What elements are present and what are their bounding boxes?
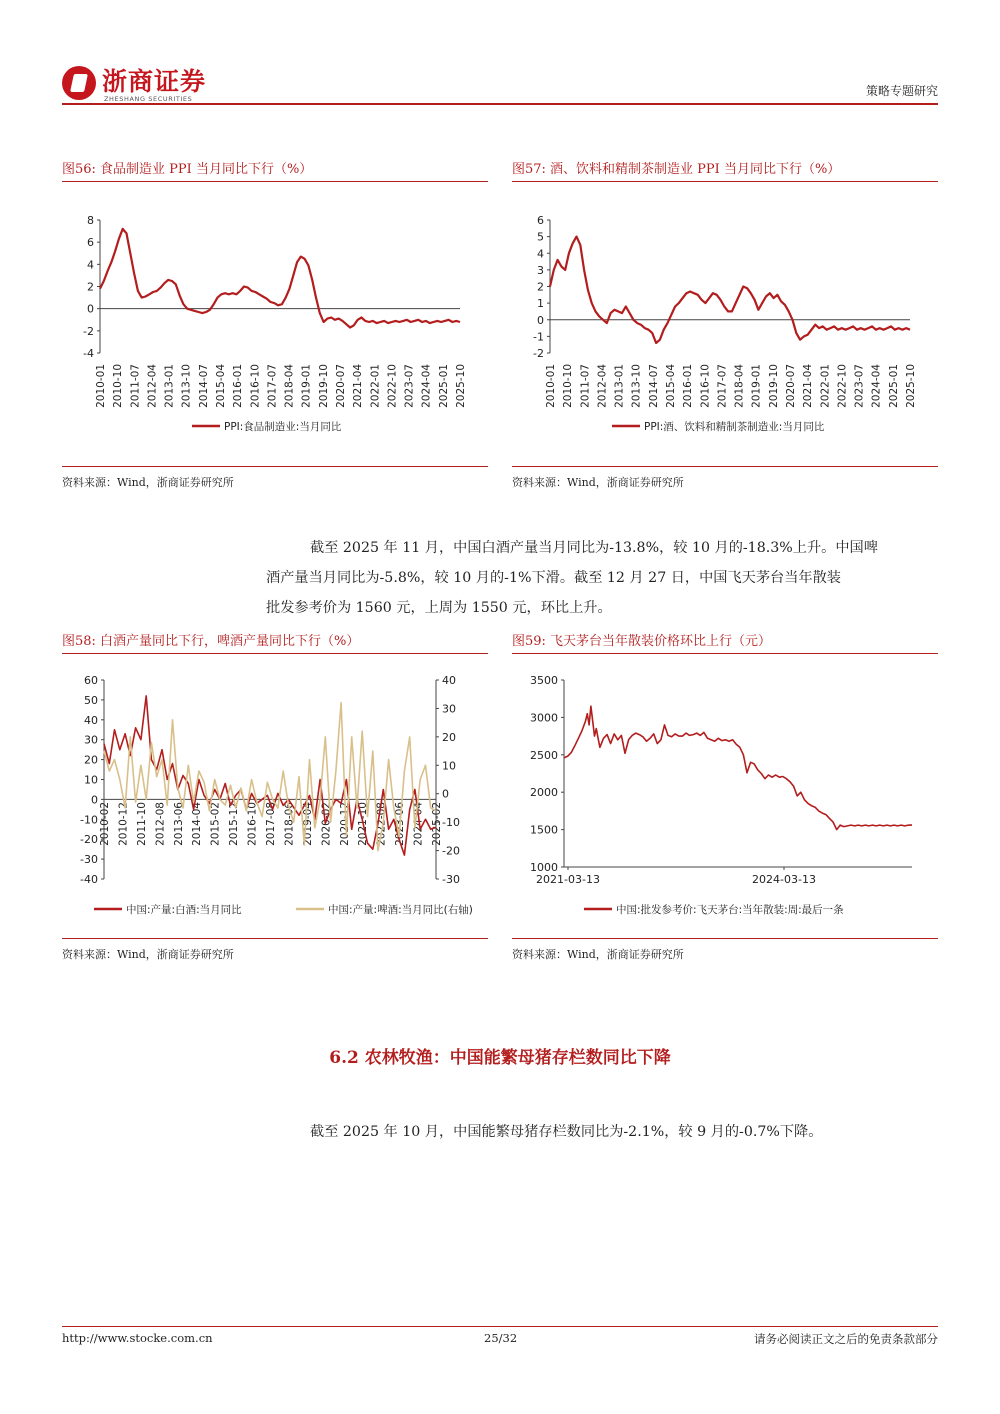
y2-tick-label: 0 xyxy=(442,787,449,801)
y-tick-label: 20 xyxy=(84,753,98,767)
x-tick-label: 2019-04 xyxy=(301,802,314,846)
figure-59-bottom-rule xyxy=(512,938,938,939)
y-tick-label: 0 xyxy=(91,793,98,807)
x-tick-label: 2022-10 xyxy=(836,364,849,408)
x-tick-label: 2018-06 xyxy=(283,802,296,846)
figure-59-title: 图59: 飞天茅台当年散装价格环比上行（元） xyxy=(512,634,772,649)
legend-label: PPI:酒、饮料和精制茶制造业:当月同比 xyxy=(644,421,825,433)
series-line-1 xyxy=(550,237,910,343)
x-tick-label: 2016-01 xyxy=(682,364,695,408)
x-tick-label: 2023-06 xyxy=(394,802,407,846)
x-tick-label: 2024-04 xyxy=(412,802,425,846)
x-tick-label: 2015-04 xyxy=(665,364,677,408)
x-tick-label: 2012-04 xyxy=(146,364,159,408)
header-divider xyxy=(62,103,938,105)
x-tick-label: 2010-12 xyxy=(117,802,130,846)
x-tick-label: 2010-01 xyxy=(95,364,107,408)
y-tick-label: -2 xyxy=(83,324,94,338)
report-category: 策略专题研究 xyxy=(865,84,938,98)
x-tick-label: 2021-10 xyxy=(357,802,370,846)
y-tick-label: 30 xyxy=(84,733,98,747)
x-tick-label: 2023-07 xyxy=(403,364,416,408)
figure-58-top-rule xyxy=(62,653,488,654)
paragraph-1-line-3: 批发参考价为 1560 元，上周为 1550 元，环比上升。 xyxy=(266,600,612,616)
y-tick-label: -1 xyxy=(533,330,544,344)
x-tick-label: 2022-08 xyxy=(375,802,388,846)
y2-tick-label: 30 xyxy=(442,702,456,716)
y-tick-label: 6 xyxy=(537,214,544,227)
y-tick-label: 2 xyxy=(537,280,544,294)
section-title: 6.2 农林牧渔：中国能繁母猪存栏数同比下降 xyxy=(329,1048,671,1068)
y-tick-label: 2500 xyxy=(530,748,558,762)
x-tick-label: 2016-10 xyxy=(699,364,712,408)
x-tick-label: 2011-07 xyxy=(579,364,592,408)
x-tick-label: 2017-07 xyxy=(716,364,729,408)
x-tick-label: 2019-10 xyxy=(317,364,330,408)
x-tick-label: 2016-01 xyxy=(232,364,245,408)
figure-57-top-rule xyxy=(512,181,938,182)
x-tick-label: 2024-03-13 xyxy=(752,873,816,886)
y2-tick-label: 40 xyxy=(442,674,456,687)
x-tick-label: 2022-10 xyxy=(386,364,399,408)
y-tick-label: 3500 xyxy=(530,674,558,687)
x-tick-label: 2011-07 xyxy=(129,364,142,408)
y-tick-label: -10 xyxy=(80,813,98,827)
x-tick-label: 2014-07 xyxy=(647,364,660,408)
figure-57-source: 资料来源：Wind，浙商证券研究所 xyxy=(512,476,684,489)
y-tick-label: 4 xyxy=(537,247,544,261)
x-tick-label: 2025-10 xyxy=(905,364,917,408)
x-tick-label: 2021-04 xyxy=(802,364,815,408)
x-tick-label: 2017-08 xyxy=(265,802,277,846)
y-tick-label: 40 xyxy=(84,713,98,727)
x-tick-label: 2020-07 xyxy=(335,364,347,408)
page-number: 25/32 xyxy=(484,1331,518,1345)
legend-label: PPI:食品制造业:当月同比 xyxy=(224,421,342,433)
x-tick-label: 2017-07 xyxy=(266,364,279,408)
y2-tick-label: -10 xyxy=(442,816,460,830)
y-tick-label: 1000 xyxy=(530,861,558,874)
x-tick-label: 2019-10 xyxy=(767,364,780,408)
figure-57-title: 图57: 酒、饮料和精制茶制造业 PPI 当月同比下行（%） xyxy=(512,162,841,177)
x-tick-label: 2021-03-13 xyxy=(536,873,600,886)
logo-text: 浙商证券 xyxy=(102,67,207,96)
legend-label: 中国:产量:白酒:当月同比 xyxy=(126,904,242,916)
x-tick-label: 2020-02 xyxy=(320,802,333,846)
figure-58-bottom-rule xyxy=(62,938,488,939)
chart-fig57 xyxy=(512,190,938,460)
footer-disclaimer: 请务必阅读正文之后的免责条款部分 xyxy=(754,1332,938,1346)
paragraph-1-line-2: 酒产量当月同比为-5.8%，较 10 月的-1%下滑。截至 12 月 27 日，中国飞天茅台当年散装 xyxy=(266,570,841,586)
x-tick-label: 2019-01 xyxy=(300,364,313,408)
x-tick-label: 2011-10 xyxy=(135,802,148,846)
x-tick-label: 2012-08 xyxy=(154,802,167,846)
y-tick-label: 6 xyxy=(87,236,94,250)
x-tick-label: 2014-07 xyxy=(197,364,210,408)
figure-58-title: 图58: 白酒产量同比下行，啤酒产量同比下行（%） xyxy=(62,634,360,649)
x-tick-label: 2018-04 xyxy=(733,364,746,408)
x-tick-label: 2016-10 xyxy=(249,364,262,408)
figure-56-source: 资料来源：Wind，浙商证券研究所 xyxy=(62,476,234,489)
y-tick-label: 1500 xyxy=(530,823,558,837)
y-tick-label: 10 xyxy=(84,773,98,787)
footer-divider xyxy=(62,1326,938,1327)
x-tick-label: 2015-12 xyxy=(228,802,241,846)
x-tick-label: 2022-01 xyxy=(819,364,832,408)
y-tick-label: 2000 xyxy=(530,786,558,800)
y-tick-label: 2 xyxy=(87,280,94,294)
legend-label: 中国:产量:啤酒:当月同比(右轴) xyxy=(328,904,473,916)
x-tick-label: 2025-01 xyxy=(437,364,450,408)
y-tick-label: 3 xyxy=(537,263,544,277)
y-tick-label: 50 xyxy=(84,693,98,707)
x-tick-label: 2025-02 xyxy=(431,802,443,846)
chart-fig59 xyxy=(512,662,938,932)
figure-58-source: 资料来源：Wind，浙商证券研究所 xyxy=(62,948,234,961)
y-tick-label: -2 xyxy=(533,347,544,360)
x-tick-label: 2024-04 xyxy=(870,364,883,408)
figure-56-top-rule xyxy=(62,181,488,182)
x-tick-label: 2025-01 xyxy=(887,364,900,408)
y2-tick-label: -20 xyxy=(442,844,460,858)
x-tick-label: 2013-10 xyxy=(630,364,643,408)
y-tick-label: -40 xyxy=(80,873,98,886)
x-tick-label: 2013-10 xyxy=(180,364,193,408)
y-tick-label: 4 xyxy=(87,258,94,272)
x-tick-label: 2020-12 xyxy=(338,802,351,846)
y-tick-label: 0 xyxy=(537,313,544,327)
y-tick-label: 60 xyxy=(84,674,98,687)
y-tick-label: -4 xyxy=(83,347,94,360)
figure-59-top-rule xyxy=(512,653,938,654)
series-line-1 xyxy=(564,706,912,829)
y2-tick-label: 10 xyxy=(442,759,456,773)
x-tick-label: 2010-10 xyxy=(562,364,575,408)
paragraph-2-line-1: 截至 2025 年 10 月，中国能繁母猪存栏数同比为-2.1%，较 9 月的-0.7%下降。 xyxy=(310,1124,823,1140)
y2-tick-label: -30 xyxy=(442,873,460,886)
legend-label: 中国:批发参考价:飞天茅台:当年散装:周:最后一条 xyxy=(616,904,844,916)
x-tick-label: 2024-04 xyxy=(420,364,433,408)
x-tick-label: 2014-04 xyxy=(191,802,204,846)
figure-57-bottom-rule xyxy=(512,466,938,467)
y-tick-label: 0 xyxy=(87,302,94,316)
y-tick-label: -20 xyxy=(80,833,98,847)
series-line-1 xyxy=(100,229,460,328)
y2-tick-label: 20 xyxy=(442,730,456,744)
x-tick-label: 2020-07 xyxy=(785,364,797,408)
x-tick-label: 2022-01 xyxy=(369,364,382,408)
figure-56-title: 图56: 食品制造业 PPI 当月同比下行（%） xyxy=(62,162,313,177)
y-tick-label: 3000 xyxy=(530,711,558,725)
x-tick-label: 2018-04 xyxy=(283,364,296,408)
x-tick-label: 2025-10 xyxy=(455,364,467,408)
x-tick-label: 2010-01 xyxy=(545,364,557,408)
y-tick-label: 5 xyxy=(537,230,544,244)
x-tick-label: 2021-04 xyxy=(352,364,365,408)
x-tick-label: 2012-04 xyxy=(596,364,609,408)
x-tick-label: 2015-04 xyxy=(215,364,227,408)
x-tick-label: 2023-07 xyxy=(853,364,866,408)
paragraph-1-line-1: 截至 2025 年 11 月，中国白酒产量当月同比为-13.8%，较 10 月的-18.3%上升。中国啤 xyxy=(310,540,878,556)
y-tick-label: 8 xyxy=(87,214,94,227)
x-tick-label: 2013-06 xyxy=(172,802,185,846)
x-tick-label: 2016-10 xyxy=(246,802,259,846)
x-tick-label: 2013-01 xyxy=(613,364,626,408)
x-tick-label: 2010-02 xyxy=(99,802,111,846)
x-tick-label: 2015-02 xyxy=(209,802,222,846)
figure-56-bottom-rule xyxy=(62,466,488,467)
figure-59-source: 资料来源：Wind，浙商证券研究所 xyxy=(512,948,684,961)
footer-url-link[interactable]: http://www.stocke.com.cn xyxy=(62,1331,213,1345)
chart-fig56 xyxy=(62,190,488,460)
x-tick-label: 2019-01 xyxy=(750,364,763,408)
y-tick-label: 1 xyxy=(537,297,544,311)
logo-english-text: ZHESHANG SECURITIES xyxy=(104,95,193,103)
chart-fig58 xyxy=(62,662,488,932)
y-tick-label: -30 xyxy=(80,853,98,867)
x-tick-label: 2013-01 xyxy=(163,364,176,408)
x-tick-label: 2010-10 xyxy=(112,364,125,408)
